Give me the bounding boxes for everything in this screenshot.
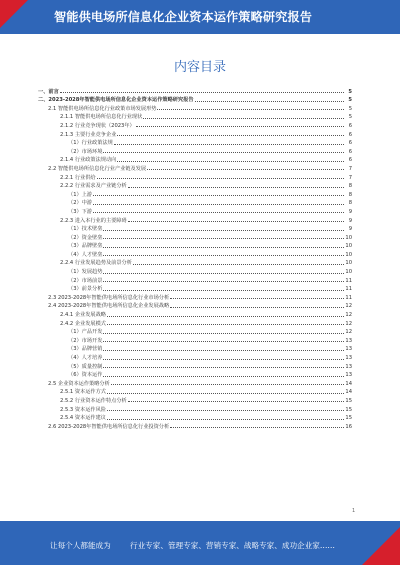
toc-entry-label: 2.4 2023-2028年智能供电场所信息化企业发展战略 (48, 303, 170, 310)
toc-entry-label: 2.1 智能供电场所信息化行业政策市场发展形势 (48, 105, 157, 112)
toc-entry[interactable] (38, 206, 352, 215)
toc-entry-label: （1）发展趋势 (68, 269, 103, 276)
toc-entry-label: （6）资本运作 (68, 372, 103, 379)
toc-entry-page: 6 (348, 122, 352, 129)
toc-leader-dots (170, 298, 344, 299)
toc-leader-dots (114, 144, 344, 145)
toc-entry-label: （4）人才壁垒 (68, 251, 103, 258)
toc-entry-label: （3）前景分析 (68, 286, 103, 293)
toc-entry-label: 2.3 2023-2028年智能供电场所信息化行业市场分析 (48, 294, 170, 301)
toc-leader-dots (157, 109, 344, 110)
toc-entry-page: 9 (348, 208, 352, 215)
toc-entry[interactable] (38, 335, 352, 344)
toc-entry-label: 2.5 企业资本运作策略分析 (48, 380, 110, 387)
toc-entry[interactable] (38, 224, 352, 233)
toc-entry[interactable] (38, 404, 352, 413)
toc-entry[interactable] (38, 86, 352, 95)
toc-entry-label: 2.1.3 主要行业竞争企业 (60, 131, 117, 138)
toc-leader-dots (107, 410, 344, 411)
toc-leader-dots (117, 135, 344, 136)
toc-entry-label: 2.1.4 行业政策法规动向 (60, 157, 117, 164)
toc-entry-page: 13 (345, 363, 352, 370)
toc-entry[interactable] (38, 198, 352, 207)
toc-leader-dots (133, 264, 344, 265)
toc-leader-dots (103, 376, 344, 377)
toc-leader-dots (103, 359, 344, 360)
toc-entry-page: 13 (345, 337, 352, 344)
toc-entry-label: 2.1.2 行业竞争现状（2023年） (60, 122, 135, 129)
toc-leader-dots (93, 195, 344, 196)
toc-entry-page: 10 (345, 243, 352, 250)
toc-leader-dots (107, 316, 344, 317)
toc-leader-dots (103, 341, 344, 342)
toc-entry-label: 一、前言 (38, 88, 59, 95)
toc-leader-dots (107, 419, 344, 420)
toc-entry[interactable] (38, 309, 352, 318)
toc-leader-dots (103, 281, 344, 282)
toc-entry-page: 11 (345, 277, 352, 284)
header-red-corner (0, 0, 28, 28)
toc-entry-page: 15 (345, 397, 352, 404)
toc-entry-page: 5 (348, 114, 352, 121)
table-of-contents (38, 86, 352, 430)
report-title: 智能供电场所信息化企业资本运作策略研究报告 (54, 10, 313, 24)
toc-entry-page: 10 (345, 234, 352, 241)
toc-entry-page: 6 (348, 140, 352, 147)
toc-leader-dots (103, 350, 344, 351)
toc-entry[interactable] (38, 361, 352, 370)
toc-leader-dots (128, 401, 344, 402)
toc-entry-page: 14 (345, 389, 352, 396)
toc-entry[interactable] (38, 232, 352, 241)
toc-entry[interactable] (38, 275, 352, 284)
toc-entry[interactable] (38, 301, 352, 310)
toc-entry-label: （5）质量控制 (68, 363, 103, 370)
toc-leader-dots (103, 367, 344, 368)
toc-entry-label: （3）品牌营销 (68, 346, 103, 353)
toc-entry-page: 6 (348, 148, 352, 155)
toc-leader-dots (93, 204, 344, 205)
toc-leader-dots (195, 101, 344, 102)
toc-entry-page: 13 (345, 355, 352, 361)
toc-entry-page: 12 (345, 303, 352, 310)
toc-entry[interactable] (38, 370, 352, 379)
toc-entry-page: 5 (348, 97, 352, 104)
toc-entry-label: 2.4.1 企业发展战略 (60, 312, 106, 319)
toc-entry-page: 9 (348, 217, 352, 224)
toc-entry-label: （3）下游 (68, 208, 93, 215)
toc-entry-label: （1）技术壁垒 (68, 226, 103, 233)
toc-entry[interactable] (38, 344, 352, 353)
toc-leader-dots (111, 384, 344, 385)
toc-leader-dots (97, 178, 344, 179)
toc-entry[interactable] (38, 189, 352, 198)
toc-entry[interactable] (38, 120, 352, 129)
toc-leader-dots (128, 187, 344, 188)
toc-entry-page: 16 (345, 423, 352, 430)
toc-entry-page: 12 (345, 320, 352, 327)
toc-leader-dots (60, 92, 344, 93)
toc-leader-dots (103, 238, 344, 239)
toc-entry[interactable] (38, 138, 352, 147)
toc-entry-label: 2.5.3 资本运作风险 (60, 406, 106, 413)
toc-entry[interactable] (38, 215, 352, 224)
toc-entry-label: 2.2.3 进入本行业的主要障碍 (60, 217, 127, 224)
toc-leader-dots (103, 290, 344, 291)
toc-entry-label: 2.4.2 企业发展模式 (60, 320, 106, 327)
toc-entry[interactable] (38, 172, 352, 181)
toc-leader-dots (103, 255, 344, 256)
toc-entry-page: 7 (348, 165, 352, 172)
toc-entry-label: （1）产品开发 (68, 329, 103, 336)
toc-leader-dots (103, 333, 344, 334)
toc-entry[interactable] (38, 318, 352, 327)
toc-entry[interactable] (38, 103, 352, 112)
toc-entry[interactable] (38, 352, 352, 361)
footer-red-corner (362, 527, 400, 565)
toc-entry-page: 5 (348, 105, 352, 112)
toc-leader-dots (103, 273, 344, 274)
toc-entry-label: 2.5.1 资本运作方式 (60, 389, 106, 396)
toc-entry-page: 8 (348, 191, 352, 198)
toc-entry-page: 10 (345, 260, 352, 267)
toc-entry-page: 10 (345, 251, 352, 258)
toc-entry[interactable] (38, 112, 352, 121)
toc-entry[interactable] (38, 292, 352, 301)
toc-entry[interactable] (38, 249, 352, 258)
toc-entry-label: 2.6 2023-2028年智能供电场所信息化行业投资分析 (48, 423, 170, 430)
toc-entry-page: 8 (348, 200, 352, 207)
toc-leader-dots (147, 169, 344, 170)
toc-entry-page: 9 (348, 226, 352, 233)
toc-entry[interactable] (38, 95, 352, 104)
toc-entry-label: （2）市场环境 (68, 148, 103, 155)
toc-entry-label: （2）市场开发 (68, 337, 103, 344)
toc-entry[interactable] (38, 395, 352, 404)
toc-entry-page: 13 (345, 372, 352, 379)
page-number: 1 (352, 508, 356, 514)
toc-leader-dots (170, 307, 344, 308)
toc-entry-page: 6 (348, 131, 352, 138)
toc-leader-dots (128, 221, 344, 222)
toc-entry[interactable] (38, 181, 352, 190)
toc-entry[interactable] (38, 284, 352, 293)
toc-leader-dots (117, 161, 344, 162)
toc-leader-dots (107, 393, 344, 394)
toc-entry[interactable] (38, 258, 352, 267)
toc-entry-page: 6 (348, 157, 352, 164)
toc-leader-dots (136, 126, 344, 127)
toc-entry[interactable] (38, 163, 352, 172)
toc-leader-dots (103, 247, 344, 248)
toc-entry-page: 5 (348, 88, 352, 95)
toc-entry-page: 11 (345, 294, 352, 301)
toc-entry-page: 10 (345, 269, 352, 276)
toc-entry[interactable] (38, 327, 352, 336)
toc-entry[interactable] (38, 413, 352, 422)
toc-leader-dots (107, 324, 344, 325)
toc-entry-label: （1）行业政策法规 (68, 140, 113, 147)
toc-entry-label: 2.5.4 资本运作建议 (60, 415, 106, 422)
toc-leader-dots (103, 152, 344, 153)
toc-entry[interactable] (38, 155, 352, 164)
toc-entry-label: （2）中游 (68, 200, 93, 207)
toc-entry-label: 2.2 智能供电场所信息化行业产业链及发展 (48, 165, 147, 172)
toc-entry-page: 12 (345, 329, 352, 336)
footer-slogan-left: 让每个人都能成为 (50, 541, 111, 550)
toc-entry[interactable] (38, 378, 352, 387)
toc-entry-page: 14 (345, 380, 352, 387)
toc-entry-label: 2.5.2 行业资本运作特点分析 (60, 397, 127, 404)
toc-title: 内容目录 (173, 60, 226, 75)
footer-slogan-right: 行业专家、管理专家、营销专家、战略专家、成功企业家…… (130, 541, 336, 550)
toc-entry-label: （3）品牌壁垒 (68, 243, 103, 250)
toc-entry-page: 13 (345, 346, 352, 353)
toc-entry-label: 二、2023-2028年智能供电场所信息化企业资本运作策略研究报告 (38, 97, 194, 104)
toc-entry-page: 11 (345, 286, 352, 293)
toc-leader-dots (93, 212, 344, 213)
toc-entry-label: 2.2.4 行业发展趋势及前景分析 (60, 260, 132, 267)
toc-entry[interactable] (38, 146, 352, 155)
toc-leader-dots (103, 230, 344, 231)
toc-entry-page: 7 (348, 174, 352, 181)
toc-entry-label: （2）市场前景 (68, 277, 103, 284)
toc-entry-label: （1）上游 (68, 191, 93, 198)
toc-entry-page: 15 (345, 415, 352, 422)
toc-entry-page: 15 (345, 406, 352, 413)
toc-entry-page: 8 (348, 183, 352, 190)
toc-leader-dots (143, 118, 344, 119)
toc-entry[interactable] (38, 266, 352, 275)
toc-entry[interactable] (38, 241, 352, 250)
toc-leader-dots (170, 427, 344, 428)
toc-entry[interactable] (38, 421, 352, 430)
toc-entry-label: 2.2.2 行业需求及产业链分析 (60, 183, 127, 190)
toc-entry-page: 12 (345, 312, 352, 319)
toc-entry-label: 2.1.1 智能供电场所信息化行业现状 (60, 114, 143, 121)
toc-entry-label: （4）人才培养 (68, 355, 103, 361)
toc-entry[interactable] (38, 387, 352, 396)
toc-entry-label: 2.2.1 行业供给 (60, 174, 96, 181)
toc-entry[interactable] (38, 129, 352, 138)
toc-entry-label: （2）资金壁垒 (68, 234, 103, 241)
